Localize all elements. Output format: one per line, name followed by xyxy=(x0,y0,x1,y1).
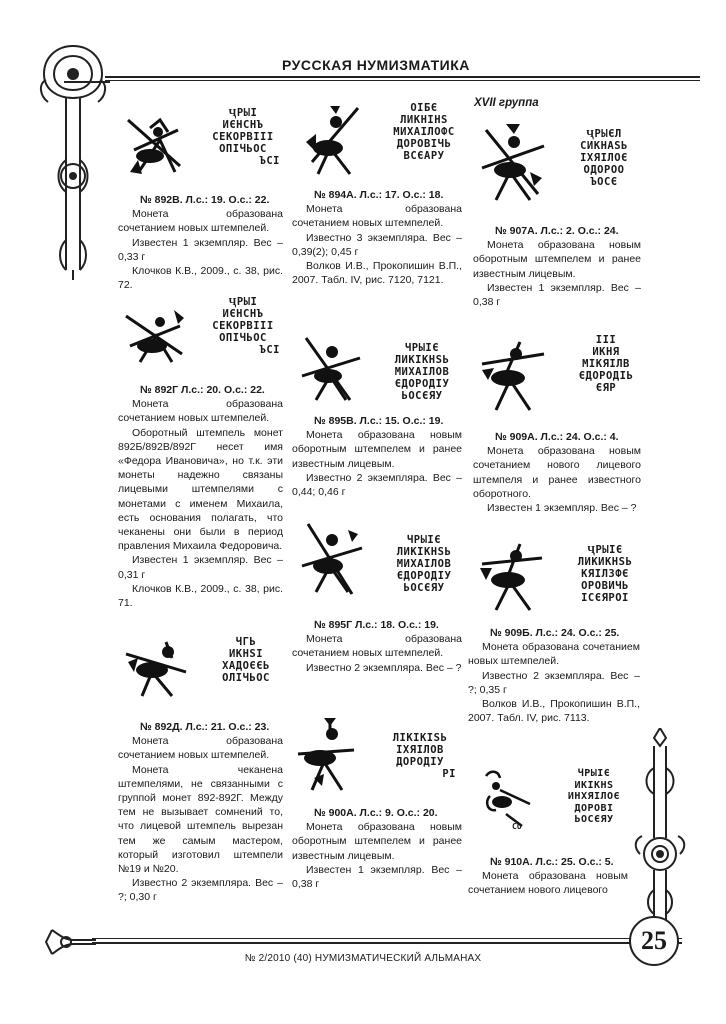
rider-obverse-icon xyxy=(476,538,548,614)
rider-obverse-icon xyxy=(296,520,368,600)
coin-image-895v xyxy=(296,334,471,414)
coin-image-894a xyxy=(296,100,471,180)
rider-obverse-icon xyxy=(120,302,190,372)
rider-obverse-icon xyxy=(476,334,550,414)
coin-reverse-legend: ҶРЫІЄ ЛИКИКНЅЬ КЯІЛЗФЄ ОРОВИЧЬ ІСЄЯРОІ xyxy=(577,544,633,604)
coin-reverse-legend: ЧРЫІЄ ИКІКНЅ ИНХЯІЛОЄ ДОРОВІ ЬОСЄЯУ xyxy=(567,768,621,825)
entry-894a: № 894А. Л.с.: 17. О.с.: 18. Монета образована сочетанием новых штемпелей. Известно 3 экземпляра. Вес – 0,39(2); 0,45 г Волков И.В., Прокопишин В.П., 2007. Табл. IV, рис. 7120, 7121. xyxy=(292,189,462,287)
coin-image-907a xyxy=(476,118,656,208)
rider-obverse-icon xyxy=(296,334,366,406)
left-ornament-tail-icon xyxy=(64,78,110,86)
coin-image-910a xyxy=(476,764,646,844)
entry-907a: № 907А. Л.с.: 2. О.с.: 24. Монета образована новым оборотным штемпелем и ранее известным лицевым. Известен 1 экземпляр. Вес – 0,38 г xyxy=(473,225,641,309)
page-number: 25 xyxy=(629,916,679,966)
rider-obverse-icon xyxy=(122,632,192,702)
coin-image-900a xyxy=(290,712,470,796)
page-header-title: РУССКАЯ НУМИЗМАТИКА xyxy=(282,57,470,73)
rider-obverse-icon xyxy=(290,714,362,794)
entry-892d: № 892Д. Л.с.: 21. О.с.: 23. Монета образована сочетанием новых штемпелей. Монета чеканена штемпелями, не связанными с группой монет 892-892Г. Между тем не вызывает сомнений то, что лицевой штемпель вырезан тем же самым мастером, который изготовил штемпели №19 и №20. Известно 2 экземпляра. Вес – ?; 0,30 г xyxy=(118,721,283,904)
rider-obverse-icon xyxy=(120,110,190,180)
entry-895g: № 895Г Л.с.: 18. О.с.: 19. Монета образована сочетанием новых штемпелей. Известно 2 экземпляра. Вес – ? xyxy=(292,619,462,674)
coin-image-909b xyxy=(476,536,656,616)
coin-image-895g xyxy=(296,520,471,604)
coin-reverse-legend: ЧРЫІЄ ЛИКІКНЅЬ МИХАІЛОВ ЄДОРОДІУ ЬОСЄЯУ xyxy=(396,534,452,594)
coin-reverse-legend: ОІБЄ ЛИКНІНЅ МИХАІЛОФС ДОРОВІЧЬ ВСЄАРУ xyxy=(393,102,455,162)
coin-image-892v xyxy=(120,105,290,185)
coin-reverse-legend: ҶРЫӀ ИЄНСНЪ СЕКОРВІІІ ОПІЧЬОС ЪСІ xyxy=(212,296,280,356)
entry-892g: № 892Г Л.с.: 20. О.с.: 22. Монета образована сочетанием новых штемпелей. Оборотный штемпель монет 892Б/892В/892Г несет имя «Федора Ивановича», но т.к. эти монеты надежно связаны лицевыми штемпелями с монетами с именем Михаила, есть основания полагать, что чеканены они были в период правления Михаила Федоровича. Известен 1 экземпляр. Вес – 0,31 г Клочков К.В., 2009., с. 38, рис. 71. xyxy=(118,384,283,610)
header-rule xyxy=(105,76,700,78)
entry-892v: № 892В. Л.с.: 19. О.с.: 22. Монета образована сочетанием новых штемпелей. Известен 1 экземпляр. Вес – 0,33 г Клочков К.В., 2009., с. 38, рис. 72. xyxy=(118,194,283,292)
coin-reverse-legend: ЧРЫІЄ ЛИКІКНЅЬ МИХАІЛОВ ЄДОРОДІУ ЬОСЄЯУ xyxy=(394,342,450,402)
footer-rule-thin xyxy=(92,938,682,939)
entry-900a: № 900А. Л.с.: 9. О.с.: 20. Монета образована новым оборотным штемпелем и ранее известным лицевым. Известен 1 экземпляр. Вес – 0,38 г xyxy=(292,807,462,891)
coin-image-892g xyxy=(120,294,290,374)
coin-image-892d xyxy=(122,628,292,708)
entry-909a: № 909А. Л.с.: 24. О.с.: 4. Монета образована новым сочетанием нового лицевого штемпеля и ранее известного оборотного. Известен 1 экземпляр. Вес – ? xyxy=(473,431,641,515)
coin-reverse-legend: ЛІКІКІЅЬ ІХЯІЛОВ ДОРОДІУ РІ xyxy=(392,732,456,780)
coin-reverse-legend: ЧГЬ ИКНЅІ ХАДОЄЄЬ ОЛІЧЬОС xyxy=(222,636,270,684)
entry-heading: № 892В. Л.с.: 19. О.с.: 22. xyxy=(140,194,270,206)
entry-910a: № 910А. Л.с.: 25. О.с.: 5. Монета образована новым сочетанием нового лицевого xyxy=(468,856,628,897)
coin-reverse-legend: ІІІ ИКНЯ МІКЯІЛВ ЄДОРОДІЬ ЄЯР xyxy=(578,334,634,394)
coin-image-909a xyxy=(476,330,656,414)
group-label: XVII группа xyxy=(474,97,539,109)
header-rule-thin xyxy=(105,80,700,81)
coin-small-mark: СО xyxy=(512,822,522,831)
entry-909b: № 909Б. Л.с.: 24. О.с.: 25. Монета образована сочетанием новых штемпелей. Известно 2 экземпляра. Вес – ?; 0,35 г Волков И.В., Прокопишин В.П., 2007. Табл. IV, рис. 7113. xyxy=(468,627,640,725)
entry-895v: № 895В. Л.с.: 15. О.с.: 19. Монета образована новым оборотным штемпелем и ранее известным лицевым. Известно 2 экземпляра. Вес – 0,44; 0,46 г xyxy=(292,415,462,499)
left-ornament-icon xyxy=(36,40,110,280)
rider-obverse-icon xyxy=(476,766,540,832)
rider-obverse-icon xyxy=(476,120,550,204)
rider-obverse-icon xyxy=(296,102,368,178)
footer-journal-issue: № 2/2010 (40) НУМИЗМАТИЧЕСКИЙ АЛЬМАНАХ xyxy=(244,953,482,964)
footer-rule xyxy=(92,942,682,944)
coin-reverse-legend: ҶРЫЄЛ СИКНАЅЬ ІХЯІЛОЄ ОДОРОО ЪОСЄ xyxy=(580,128,628,188)
coin-reverse-legend: ҶРЫӀ ИЄНСНЪ СЕКОРВІІІ ОПІЧЬОС ЪСІ xyxy=(212,107,280,167)
